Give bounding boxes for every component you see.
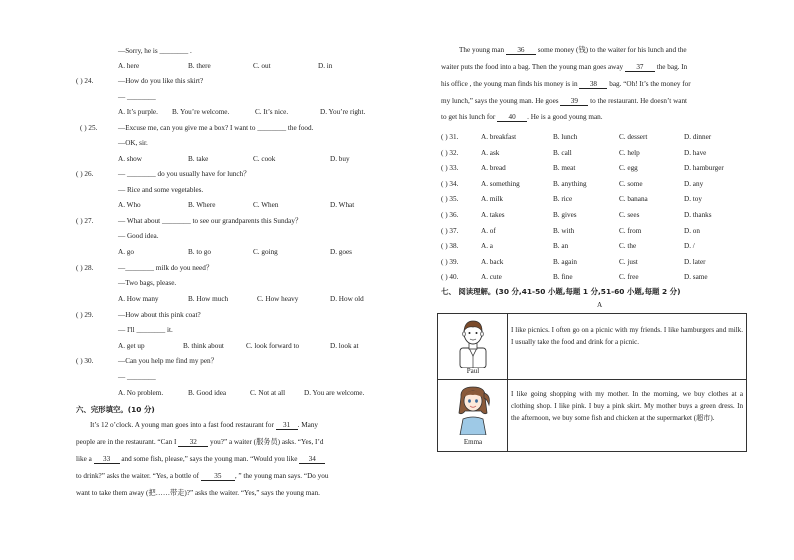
cloze-line-4: to drink?” asks the waiter. “Yes, a bottle of 35 , ” the young man says. “Do you [76, 472, 329, 480]
q36-option-d: D. thanks [684, 211, 712, 219]
q37-option-d: D. on [684, 226, 700, 235]
cloze-blank-35[interactable]: 35 [201, 473, 235, 481]
cloze-line-9: my lunch,” says the young man. He goes 39 to the restaurant. He doesn’t want [441, 97, 688, 105]
q26-option-a: A. Who [118, 201, 141, 209]
cloze-blank-32[interactable]: 32 [178, 439, 208, 447]
q29-option-c: C. look forward to [246, 342, 300, 350]
q36-option-c: C. sees [619, 211, 640, 219]
q28-option-c: C. How heavy [257, 295, 299, 303]
q25-option-b: B. take [188, 155, 209, 163]
q34-option-c: C. some [619, 179, 643, 188]
q33-answer-slot[interactable]: ( ) 33. [441, 164, 459, 173]
passage-a-label: A [597, 301, 603, 309]
q24-option-c: C. It’s nice. [255, 108, 289, 116]
cloze-line-10: to get his lunch for 40 . He is a good young man. [441, 113, 603, 121]
q40-option-d: D. same [684, 273, 708, 282]
q38-option-d: D. / [684, 242, 695, 251]
q33-option-a: A. bread [481, 164, 506, 173]
q24-option-d: D. You’re right. [320, 108, 366, 116]
q27-answer-slot[interactable]: ( ) 27. [76, 217, 94, 225]
q34-option-b: B. anything [553, 179, 587, 188]
q23-option-b: B. there [188, 62, 211, 70]
q30-option-d: D. You are welcome. [304, 389, 365, 397]
cloze-line-6: The young man 36 some money (钱) to the waiter for his lunch and the [459, 46, 687, 54]
q27-option-c: C. going [253, 248, 278, 256]
q25-option-d: D. buy [330, 155, 350, 163]
q35-option-b: B. rice [553, 195, 573, 204]
q38-option-a: A. a [481, 242, 493, 251]
q26-question: — ________ do you usually have for lunch？ [118, 170, 251, 178]
table-row-divider [438, 379, 746, 380]
paul-text: I like picnics. I often go on a picnic with my friends. I like hamburgers and milk. I usually take the food and drink for a picnic. [511, 326, 743, 346]
q31-option-a: A. breakfast [481, 133, 517, 141]
q28-answer-slot[interactable]: ( ) 28. [76, 264, 94, 272]
q36-option-b: B. gives [553, 211, 577, 219]
q24-answer-slot[interactable]: ( ) 24. [76, 77, 94, 85]
q30-question: —Can you help me find my pen？ [118, 357, 218, 365]
q24-option-b: B. You’re welcome. [172, 108, 230, 116]
emma-text: I like going shopping with my mother. In the morning, we buy clothes at a clothing shop. I like pink. I buy a pink skirt. My mother buys a green dress. In the afternoon, we buy some fish and chicken at the supermarket (超市). [511, 390, 743, 422]
table-column-divider [507, 314, 508, 451]
cloze-line-2: people are in the restaurant. “Can I 32 you?” a waiter (服务员) asks. “Yes, I’d [76, 438, 324, 446]
q31-option-d: D. dinner [684, 133, 712, 141]
q23-option-a: A. here [118, 62, 140, 70]
q35-option-d: D. toy [684, 195, 702, 204]
q25-reply: —OK, sir. [118, 139, 148, 147]
person-name-paul: Paul [466, 367, 480, 375]
q25-option-c: C. cook [253, 155, 276, 163]
cloze-line-5: want to take them away (把……带走)?” asks the waiter. “Yes,” says the young man. [76, 489, 320, 497]
q28-option-a: A. How many [118, 295, 159, 303]
girl-avatar-icon [454, 385, 492, 435]
q28-reply: —Two bags, please. [118, 279, 177, 287]
q37-option-c: C. from [619, 226, 642, 235]
q23-option-d: D. in [318, 62, 333, 70]
q30-option-a: A. No problem. [118, 389, 164, 397]
q34-option-d: D. any [684, 179, 704, 188]
q28-option-d: D. How old [330, 295, 364, 303]
q26-reply: — Rice and some vegetables. [118, 186, 204, 194]
q37-answer-slot[interactable]: ( ) 37. [441, 226, 459, 235]
q24-reply: — ________ [118, 93, 156, 101]
q36-option-a: A. takes [481, 211, 505, 219]
q33-option-c: C. egg [619, 164, 638, 173]
q27-reply: — Good idea. [118, 232, 159, 240]
q37-option-a: A. of [481, 226, 496, 235]
q26-answer-slot[interactable]: ( ) 26. [76, 170, 94, 178]
q36-answer-slot[interactable]: ( ) 36. [441, 211, 459, 219]
section7-heading: 七、 阅读理解。(30 分,41-50 小题,每题 1 分,51-60 小题,每题 2 分) [441, 287, 681, 296]
q24-option-a: A. It’s purple. [118, 108, 158, 116]
q26-option-c: C. When [253, 201, 279, 209]
q29-option-a: A. get up [118, 342, 145, 350]
q31-answer-slot[interactable]: ( ) 31. [441, 133, 459, 141]
cloze-line-3: like a 33 and some fish, please,” says the young man. “Would you like 34 [76, 456, 325, 464]
q32-option-b: B. call [553, 148, 572, 157]
cloze-blank-38[interactable]: 38 [579, 81, 607, 89]
q30-answer-slot[interactable]: ( ) 30. [76, 357, 94, 365]
q33-option-d: D. hamburger [684, 164, 724, 173]
q26-option-d: D. What [330, 201, 355, 209]
q28-question: —________ milk do you need？ [118, 264, 214, 272]
q23-reply: —Sorry, he is ________ . [118, 47, 192, 55]
q40-option-b: B. fine [553, 273, 573, 282]
cloze-blank-34[interactable]: 34 [299, 456, 325, 464]
q29-option-d: D. look at [330, 342, 359, 350]
q29-reply: — I'll ________ it. [118, 326, 173, 334]
q30-option-c: C. Not at all [250, 389, 286, 397]
q32-option-d: D. have [684, 148, 707, 157]
q39-option-a: A. back [481, 257, 504, 266]
q29-question: —How about this pink coat? [118, 311, 201, 319]
q32-option-c: C. help [619, 148, 640, 157]
section6-heading: 六、完形填空。(10 分) [76, 405, 155, 414]
cloze-blank-31[interactable]: 31 [276, 422, 298, 430]
cloze-line-8: his office , the young man finds his money is in 38 bag. “Oh! It’s the money for [441, 80, 691, 88]
q27-option-b: B. to go [188, 248, 211, 256]
q39-answer-slot[interactable]: ( ) 39. [441, 257, 459, 266]
q39-option-d: D. later [684, 257, 706, 266]
q28-option-b: B. How much [188, 295, 229, 303]
cloze-blank-33[interactable]: 33 [94, 456, 120, 464]
q24-question: —How do you like this skirt? [118, 77, 204, 85]
cloze-blank-40[interactable]: 40 [497, 114, 527, 122]
q40-answer-slot[interactable]: ( ) 40. [441, 273, 459, 282]
q31-option-c: C. dessert [619, 133, 648, 141]
q29-option-b: B. think about [183, 342, 224, 350]
q32-answer-slot[interactable]: ( ) 32. [441, 148, 459, 157]
q25-question: —Excuse me, can you give me a box? I want to ________ the food. [118, 124, 314, 132]
cloze-line-1: It’s 12 o’clock. A young man goes into a fast food restaurant for 31 . Many [90, 421, 319, 429]
q31-option-b: B. lunch [553, 133, 578, 141]
q26-option-b: B. Where [188, 201, 216, 209]
boy-avatar-icon [456, 318, 490, 368]
person-name-emma: Emma [463, 438, 483, 446]
q32-option-a: A. ask [481, 148, 500, 157]
q30-reply: — ________ [118, 373, 156, 381]
q27-option-a: A. go [118, 248, 134, 256]
q29-answer-slot[interactable]: ( ) 29. [76, 311, 94, 319]
q39-option-c: C. just [619, 257, 638, 266]
reading-table [437, 313, 747, 452]
q38-answer-slot[interactable]: ( ) 38. [441, 242, 459, 251]
cloze-blank-36[interactable]: 36 [506, 47, 536, 55]
q34-option-a: A. something [481, 179, 520, 188]
q34-answer-slot[interactable]: ( ) 34. [441, 179, 459, 188]
cloze-blank-37[interactable]: 37 [625, 64, 655, 72]
q35-option-c: C. banana [619, 195, 648, 204]
cloze-blank-39[interactable]: 39 [560, 98, 588, 106]
q40-option-c: C. free [619, 273, 639, 282]
q39-option-b: B. again [553, 257, 577, 266]
q38-option-b: B. an [553, 242, 569, 251]
q38-option-c: C. the [619, 242, 637, 251]
q33-option-b: B. meat [553, 164, 576, 173]
q25-answer-slot[interactable]: ( ) 25. [80, 124, 98, 132]
q30-option-b: B. Good idea [188, 389, 227, 397]
q40-option-a: A. cute [481, 273, 502, 282]
q27-question: — What about ________ to see our grandparents this Sunday？ [118, 217, 303, 225]
q35-option-a: A. milk [481, 195, 503, 204]
q35-answer-slot[interactable]: ( ) 35. [441, 195, 459, 204]
q23-option-c: C. out [253, 62, 271, 70]
q27-option-d: D. goes [330, 248, 352, 256]
q37-option-b: B. with [553, 226, 575, 235]
cloze-line-7: waiter puts the food into a bag. Then the young man goes away 37 the bag. In [441, 63, 688, 71]
q25-option-a: A. show [118, 155, 142, 163]
